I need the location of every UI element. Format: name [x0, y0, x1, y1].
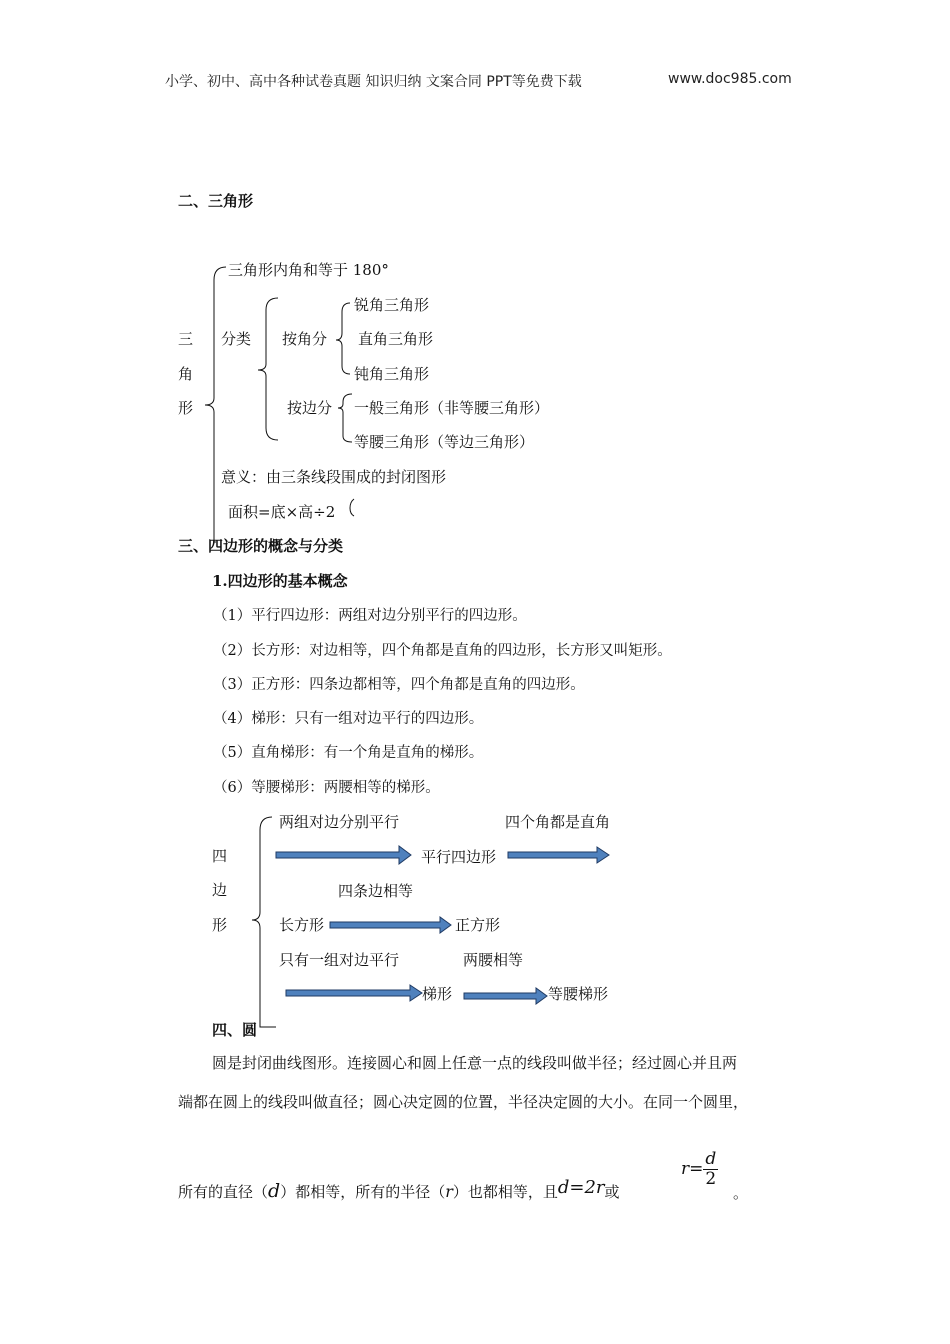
quad-item-5: （5）直角梯形：有一个角是直角的梯形。 — [213, 745, 484, 761]
triangle-acute: 锐角三角形 — [354, 296, 430, 314]
circle-para-line-2: 端都在圆上的线段叫做直径；圆心决定圆的位置，半径决定圆的大小。在同一个圆里， — [178, 1093, 749, 1111]
section-quad-title: 三、四边形的概念与分类 — [178, 537, 344, 555]
quad-item-2: （2）长方形：对边相等，四个角都是直角的四边形，长方形又叫矩形。 — [213, 643, 672, 659]
formula-d-equals-2r: d=2r — [557, 1177, 605, 1198]
arrow-trapezoid-to-isosceles — [464, 988, 547, 1004]
quad-root-char-2: 边 — [212, 881, 228, 899]
triangle-right: 直角三角形 — [358, 330, 434, 348]
quad-two-pairs-parallel: 两组对边分别平行 — [279, 813, 400, 831]
quad-trapezoid: 梯形 — [422, 985, 453, 1003]
formula-numerator: d — [705, 1149, 717, 1169]
arrow-to-trapezoid — [286, 985, 422, 1001]
quad-square: 正方形 — [455, 916, 501, 934]
section-quad-subtitle: 1.四边形的基本概念 — [212, 572, 348, 590]
quad-four-sides-equal: 四条边相等 — [338, 882, 414, 900]
quad-root-char-3: 形 — [212, 916, 228, 934]
triangle-isosceles: 等腰三角形（等边三角形） — [354, 433, 535, 451]
circle-text-c: ）也都相等，且 — [452, 1183, 558, 1201]
quad-four-right-angles: 四个角都是直角 — [505, 813, 611, 831]
classify-brace — [258, 298, 278, 440]
quad-item-3: （3）正方形：四条边都相等，四个角都是直角的四边形。 — [213, 677, 585, 693]
flow-arrows — [276, 846, 609, 1004]
triangle-angle-sum: 三角形内角和等于 180° — [228, 261, 389, 279]
triangle-scalene: 一般三角形（非等腰三角形） — [354, 399, 550, 417]
triangle-area: 面积=底×高÷2 — [228, 503, 336, 521]
triangle-main-brace — [205, 267, 226, 542]
triangle-obtuse: 钝角三角形 — [354, 365, 430, 383]
quad-isosceles-trapezoid: 等腰梯形 — [548, 985, 609, 1003]
circle-text-b: ）都相等，所有的半径（ — [280, 1183, 446, 1201]
arrow-rectangle-to-square — [330, 917, 451, 933]
section-circle-title: 四、圆 — [212, 1021, 258, 1039]
triangle-meaning: 意义：由三条线段围成的封闭图形 — [221, 468, 447, 486]
circle-text-or: 或 — [604, 1183, 620, 1201]
quad-parallelogram: 平行四边形 — [421, 848, 497, 866]
by-side-brace — [338, 394, 352, 442]
formula-r-equals-d-over-2 — [681, 1150, 718, 1188]
triangle-root-char-3: 形 — [178, 399, 194, 417]
quad-root-char-1: 四 — [212, 847, 228, 865]
section-triangle-title: 二、三角形 — [178, 192, 254, 210]
arrow-to-parallelogram — [276, 846, 411, 864]
triangle-classify-label: 分类 — [221, 330, 252, 348]
symbol-r: r — [445, 1182, 453, 1201]
quad-legs-equal: 两腰相等 — [463, 951, 524, 969]
formula-r-lhs: r= — [681, 1159, 704, 1180]
arrow-parallelogram-to-rectangle — [508, 847, 609, 863]
header-url[interactable]: www.doc985.com — [668, 71, 792, 87]
quad-rectangle: 长方形 — [279, 916, 325, 934]
circle-para-line-3 — [178, 1177, 620, 1202]
header-left-text: 小学、初中、高中各种试卷真题 知识归纳 文案合同 PPT等免费下载 — [165, 74, 582, 90]
quad-item-1: （1）平行四边形：两组对边分别平行的四边形。 — [213, 608, 527, 624]
symbol-d: d — [268, 1180, 281, 1202]
quad-main-brace — [252, 817, 276, 1027]
quad-item-6: （6）等腰梯形：两腰相等的梯形。 — [213, 780, 440, 796]
triangle-root-char-2: 角 — [178, 365, 194, 383]
by-angle-brace — [336, 303, 350, 374]
circle-end-punct: 。 — [733, 1184, 749, 1202]
quad-item-4: （4）梯形：只有一组对边平行的四边形。 — [213, 711, 484, 727]
triangle-root-char-1: 三 — [178, 330, 194, 348]
circle-text-a: 所有的直径（ — [178, 1183, 269, 1201]
triangle-by-side-label: 按边分 — [287, 399, 333, 417]
circle-para-line-1: 圆是封闭曲线图形。连接圆心和圆上任意一点的线段叫做半径；经过圆心并且两 — [212, 1054, 738, 1072]
formula-denominator: 2 — [705, 1168, 717, 1189]
quad-one-pair-parallel: 只有一组对边平行 — [279, 951, 400, 969]
triangle-by-angle-label: 按角分 — [282, 330, 328, 348]
